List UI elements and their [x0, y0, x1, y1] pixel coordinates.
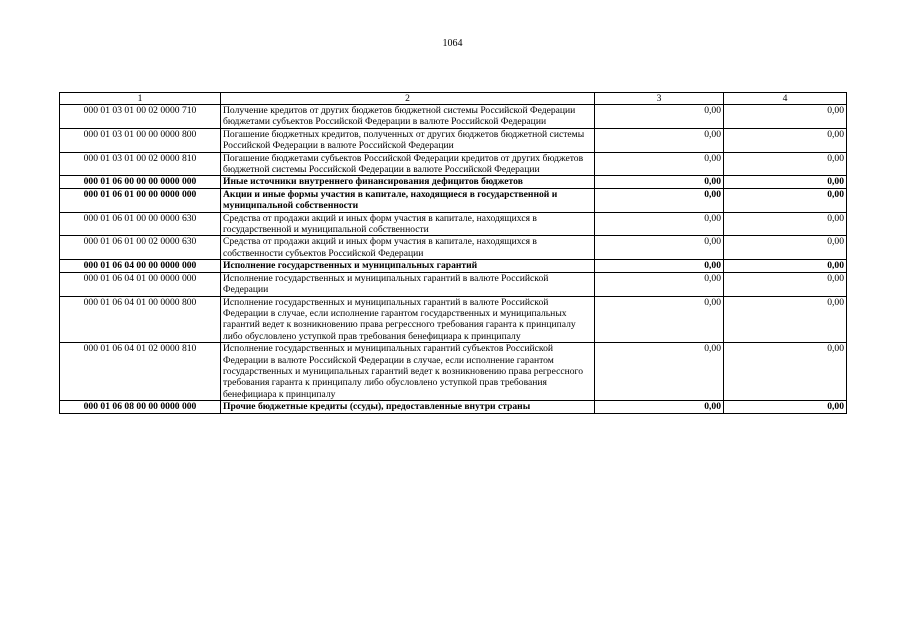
table-row: [60, 176, 847, 188]
row-value-col3: 0,00: [595, 128, 724, 152]
page-number: 1064: [442, 38, 463, 49]
table-row: [60, 105, 847, 129]
table-row: [60, 296, 847, 343]
row-value-col4: 0,00: [724, 401, 847, 413]
table-row: [60, 128, 847, 152]
row-name: Средства от продажи акций и иных форм участия в капитале, находящихся в государственной и муниципальной собственности: [221, 212, 595, 236]
table-row: [60, 212, 847, 236]
row-name: Акции и иные формы участия в капитале, находящиеся в государственной и муниципальной собственности: [221, 188, 595, 212]
row-name: Прочие бюджетные кредиты (ссуды), предоставленные внутри страны: [221, 401, 595, 413]
table-row: [60, 188, 847, 212]
row-code: 000 01 03 01 00 02 0000 810: [60, 152, 221, 176]
row-name: Иные источники внутреннего финансирования дефицитов бюджетов: [221, 176, 595, 188]
table-row: [60, 401, 847, 413]
row-code: 000 01 06 04 00 00 0000 000: [60, 260, 221, 272]
row-code: 000 01 06 00 00 00 0000 000: [60, 176, 221, 188]
row-code: 000 01 03 01 00 02 0000 710: [60, 105, 221, 129]
row-value-col4: 0,00: [724, 236, 847, 260]
row-value-col4: 0,00: [724, 343, 847, 401]
row-value-col3: 0,00: [595, 188, 724, 212]
row-name: Погашение бюджетных кредитов, полученных от других бюджетов бюджетной системы Российской Федерации в валюте Российской Федерации: [221, 128, 595, 152]
row-value-col4: 0,00: [724, 260, 847, 272]
column-header-2: 2: [221, 93, 595, 105]
row-value-col4: 0,00: [724, 105, 847, 129]
row-code: 000 01 06 01 00 00 0000 630: [60, 212, 221, 236]
row-value-col3: 0,00: [595, 152, 724, 176]
row-code: 000 01 06 04 01 00 0000 000: [60, 272, 221, 296]
row-value-col3: 0,00: [595, 105, 724, 129]
row-name: Средства от продажи акций и иных форм участия в капитале, находящихся в собственности субъектов Российской Федерации: [221, 236, 595, 260]
row-value-col4: 0,00: [724, 296, 847, 343]
row-name: Исполнение государственных и муниципальных гарантий в валюте Российской Федерации в случае, если исполнение гарантом государственных и муниципальных гарантий ведет к возникновению права регрессного требования гаранта к принципалу либо обусловлено уступкой прав требования бенефициара к принципалу: [221, 296, 595, 343]
table-row: [60, 236, 847, 260]
row-code: 000 01 06 04 01 02 0000 810: [60, 343, 221, 401]
row-value-col3: 0,00: [595, 272, 724, 296]
row-code: 000 01 06 01 00 00 0000 000: [60, 188, 221, 212]
row-name: Исполнение государственных и муниципальных гарантий субъектов Российской Федерации в валюте Российской Федерации в случае, если исполнение гарантом государственных и муниципальных гарантий ведет к возникновению права регрессного требования гаранта к принципалу либо обусловлено уступкой прав требования бенефициара к принципалу: [221, 343, 595, 401]
row-name: Погашение бюджетами субъектов Российской Федерации кредитов от других бюджетов бюджетной системы Российской Федерации в валюте Российской Федерации: [221, 152, 595, 176]
budget-sources-table: [59, 92, 847, 414]
row-value-col4: 0,00: [724, 176, 847, 188]
row-name: Получение кредитов от других бюджетов бюджетной системы Российской Федерации бюджетами субъектов Российской Федерации в валюте Российской Федерации: [221, 105, 595, 129]
row-code: 000 01 06 04 01 00 0000 800: [60, 296, 221, 343]
row-value-col3: 0,00: [595, 236, 724, 260]
row-value-col3: 0,00: [595, 260, 724, 272]
row-value-col3: 0,00: [595, 176, 724, 188]
table-row: [60, 343, 847, 401]
row-value-col4: 0,00: [724, 272, 847, 296]
column-header-4: 4: [724, 93, 847, 105]
row-value-col4: 0,00: [724, 188, 847, 212]
row-value-col4: 0,00: [724, 128, 847, 152]
row-value-col3: 0,00: [595, 401, 724, 413]
row-value-col3: 0,00: [595, 296, 724, 343]
row-code: 000 01 06 08 00 00 0000 000: [60, 401, 221, 413]
row-value-col4: 0,00: [724, 212, 847, 236]
column-header-1: 1: [60, 93, 221, 105]
column-header-3: 3: [595, 93, 724, 105]
row-name: Исполнение государственных и муниципальных гарантий в валюте Российской Федерации: [221, 272, 595, 296]
table-row: [60, 152, 847, 176]
table-header-row: [60, 93, 847, 105]
table-row: [60, 260, 847, 272]
table-row: [60, 272, 847, 296]
row-code: 000 01 06 01 00 02 0000 630: [60, 236, 221, 260]
row-value-col3: 0,00: [595, 212, 724, 236]
row-value-col4: 0,00: [724, 152, 847, 176]
row-code: 000 01 03 01 00 00 0000 800: [60, 128, 221, 152]
row-value-col3: 0,00: [595, 343, 724, 401]
row-name: Исполнение государственных и муниципальных гарантий: [221, 260, 595, 272]
